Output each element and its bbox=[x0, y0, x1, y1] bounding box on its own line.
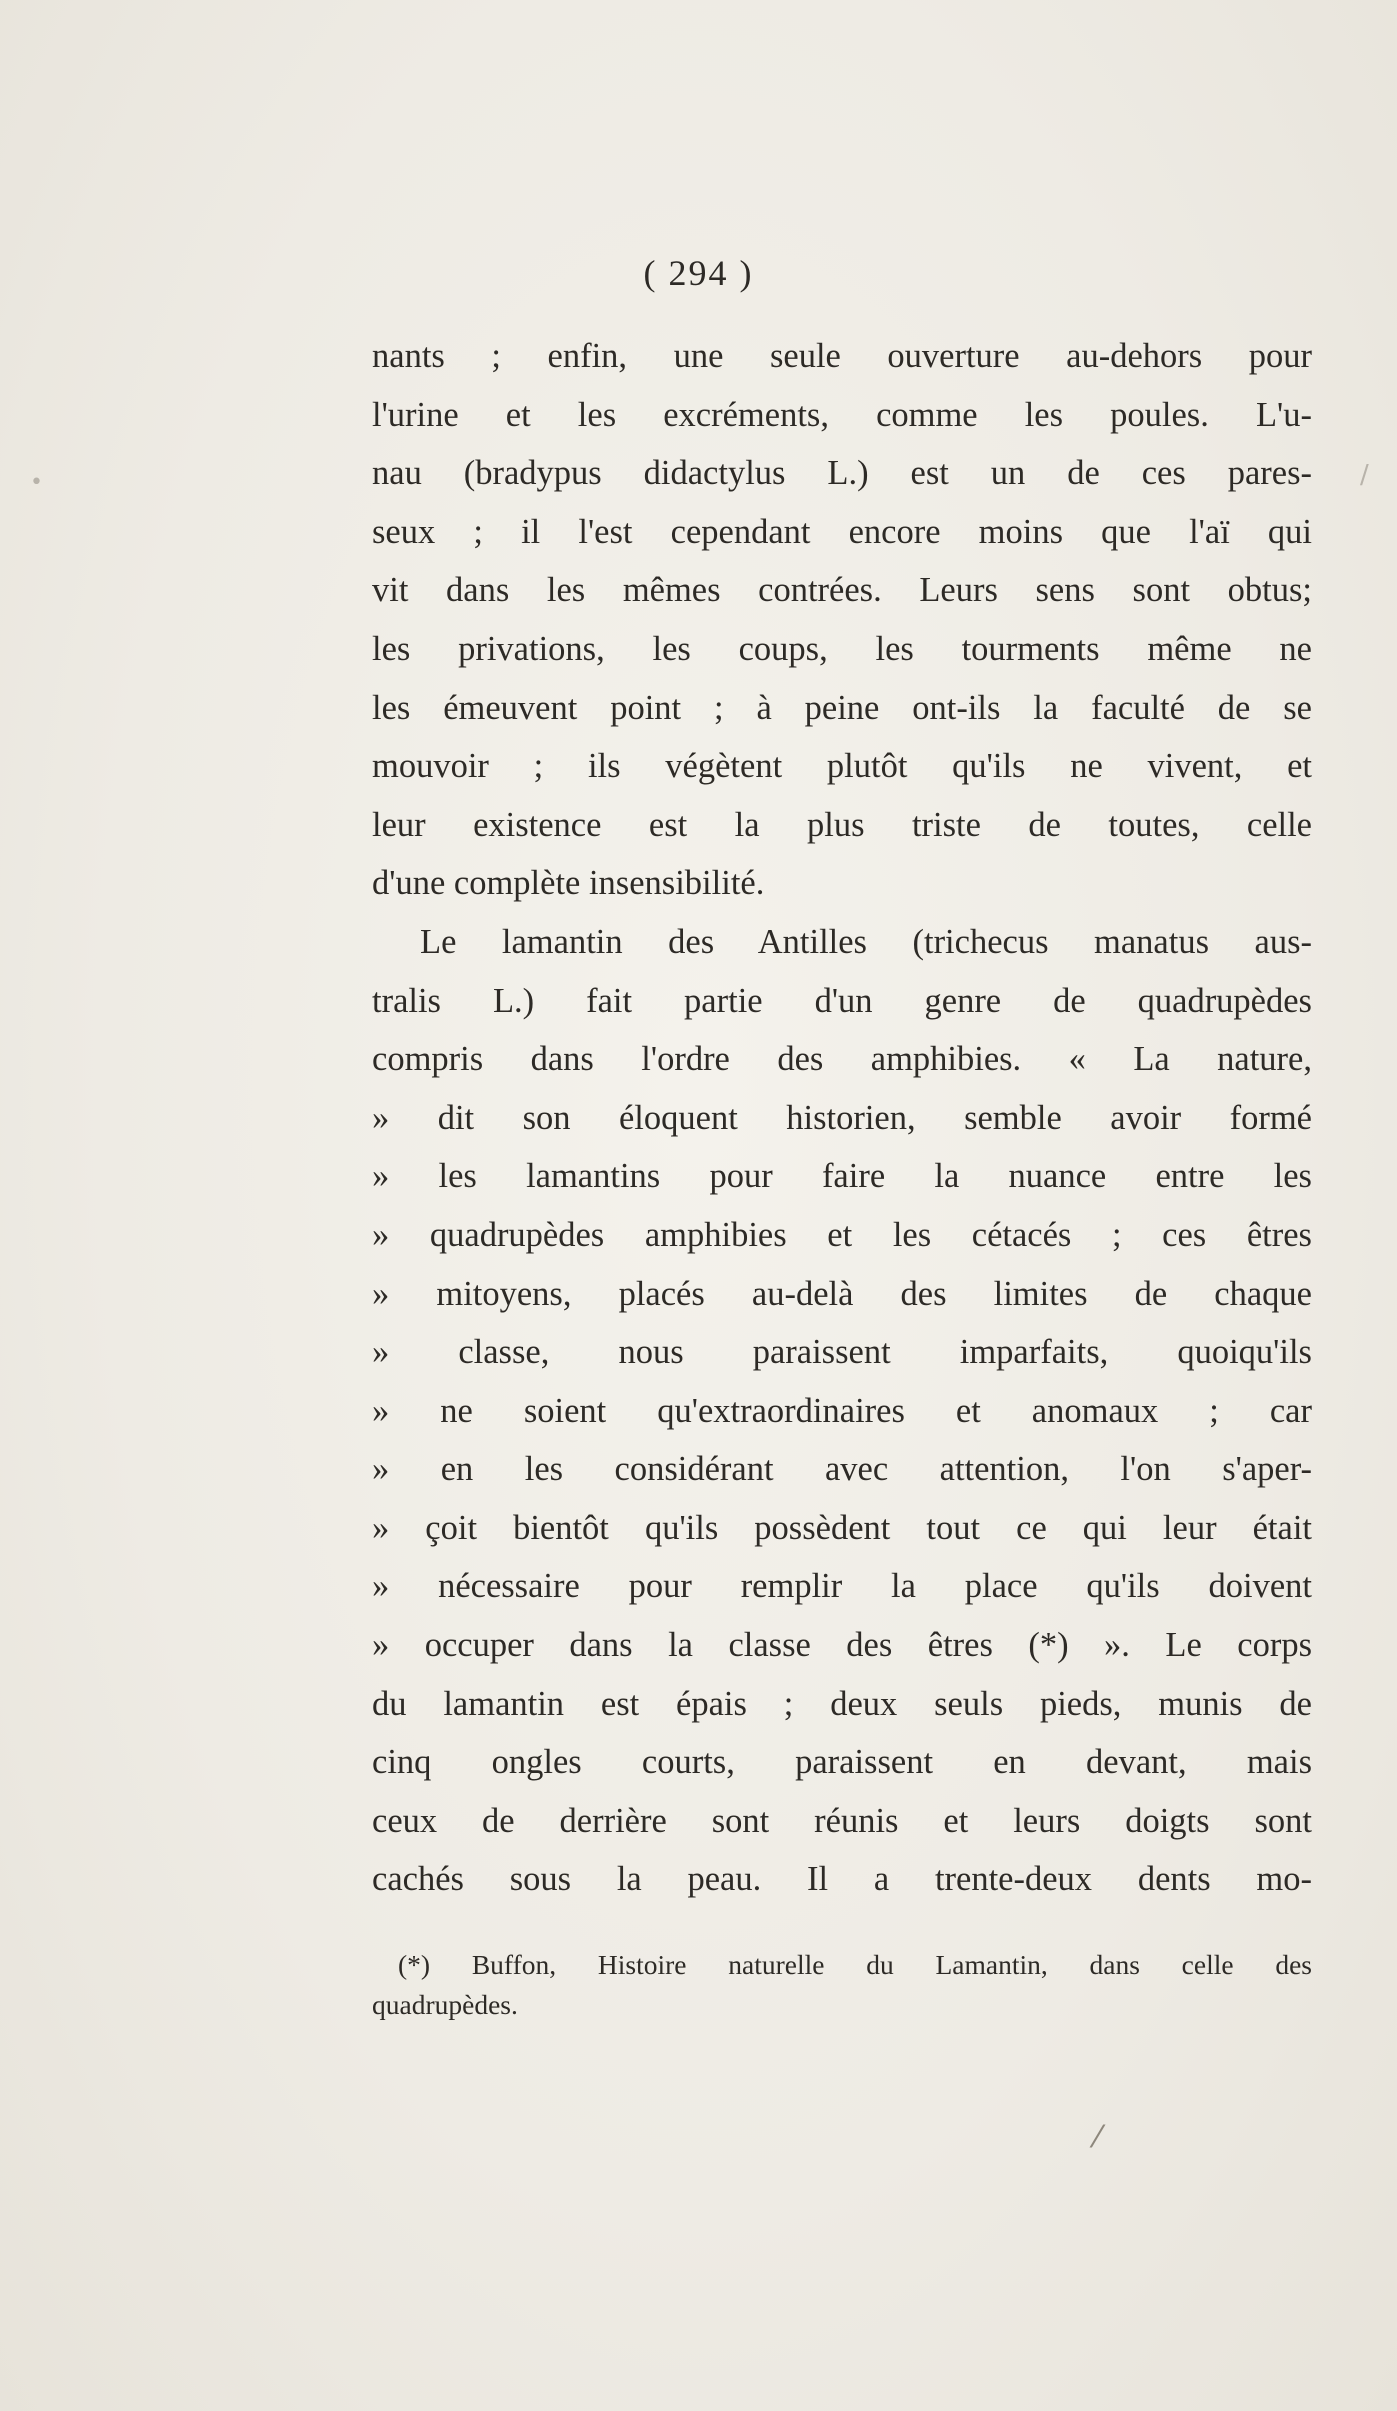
text-line: les privations, les coups, les tourments même ne bbox=[372, 629, 1312, 668]
ink-spot: • bbox=[30, 470, 43, 495]
text-line: » occuper dans la classe des êtres (*) ». Le corps bbox=[372, 1626, 1312, 1665]
text-line: leur existence est la plus triste de toutes, celle bbox=[372, 805, 1312, 844]
text-line: » mitoyens, placés au-delà des limites de chaque bbox=[372, 1274, 1312, 1313]
text-line: » quadrupèdes amphibies et les cétacés ; ces êtres bbox=[372, 1215, 1312, 1254]
text-line: mouvoir ; ils végètent plutôt qu'ils ne vivent, et bbox=[372, 747, 1312, 786]
text-line: » classe, nous paraissent imparfaits, quoiqu'ils bbox=[372, 1333, 1312, 1372]
text-line: » dit son éloquent historien, semble avoir formé bbox=[372, 1098, 1312, 1137]
pencil-mark: ⁄ bbox=[1095, 2120, 1101, 2155]
pencil-mark: / bbox=[1360, 460, 1369, 490]
text-line: ceux de derrière sont réunis et leurs doigts sont bbox=[372, 1801, 1312, 1840]
text-line: » ne soient qu'extraordinaires et anomaux ; car bbox=[372, 1391, 1312, 1430]
footnote-line: quadrupèdes. bbox=[372, 1989, 518, 2020]
text-line: nau (bradypus didactylus L.) est un de ces pares- bbox=[372, 454, 1312, 493]
text-line: vit dans les mêmes contrées. Leurs sens sont obtus; bbox=[372, 571, 1312, 610]
text-line: tralis L.) fait partie d'un genre de quadrupèdes bbox=[372, 981, 1312, 1020]
text-line: seux ; il l'est cependant encore moins que l'aï qui bbox=[372, 512, 1312, 551]
text-line: » nécessaire pour remplir la place qu'ils doivent bbox=[372, 1567, 1312, 1606]
footnote bbox=[372, 1945, 1312, 2025]
text-line: du lamantin est épais ; deux seuls pieds, munis de bbox=[372, 1684, 1312, 1723]
text-line: cachés sous la peau. Il a trente-deux dents mo- bbox=[372, 1860, 1312, 1899]
body-text bbox=[372, 327, 1312, 1909]
text-line: l'urine et les excréments, comme les poules. L'u- bbox=[372, 395, 1312, 434]
page-number: ( 294 ) bbox=[643, 253, 754, 293]
footnote-line: (*) Buffon, Histoire naturelle du Lamantin, dans celle des bbox=[398, 1949, 1312, 1980]
text-line: les émeuvent point ; à peine ont-ils la faculté de se bbox=[372, 688, 1312, 727]
text-line: » çoit bientôt qu'ils possèdent tout ce qui leur était bbox=[372, 1508, 1312, 1547]
text-line: » les lamantins pour faire la nuance entre les bbox=[372, 1157, 1312, 1196]
text-line: compris dans l'ordre des amphibies. « La nature, bbox=[372, 1040, 1312, 1079]
text-line: Le lamantin des Antilles (trichecus manatus aus- bbox=[420, 922, 1312, 961]
text-line: nants ; enfin, une seule ouverture au-dehors pour bbox=[372, 337, 1312, 375]
text-line: » en les considérant avec attention, l'on s'aper- bbox=[372, 1450, 1312, 1489]
text-line: d'une complète insensibilité. bbox=[372, 864, 765, 903]
text-line: cinq ongles courts, paraissent en devant, mais bbox=[372, 1743, 1312, 1782]
